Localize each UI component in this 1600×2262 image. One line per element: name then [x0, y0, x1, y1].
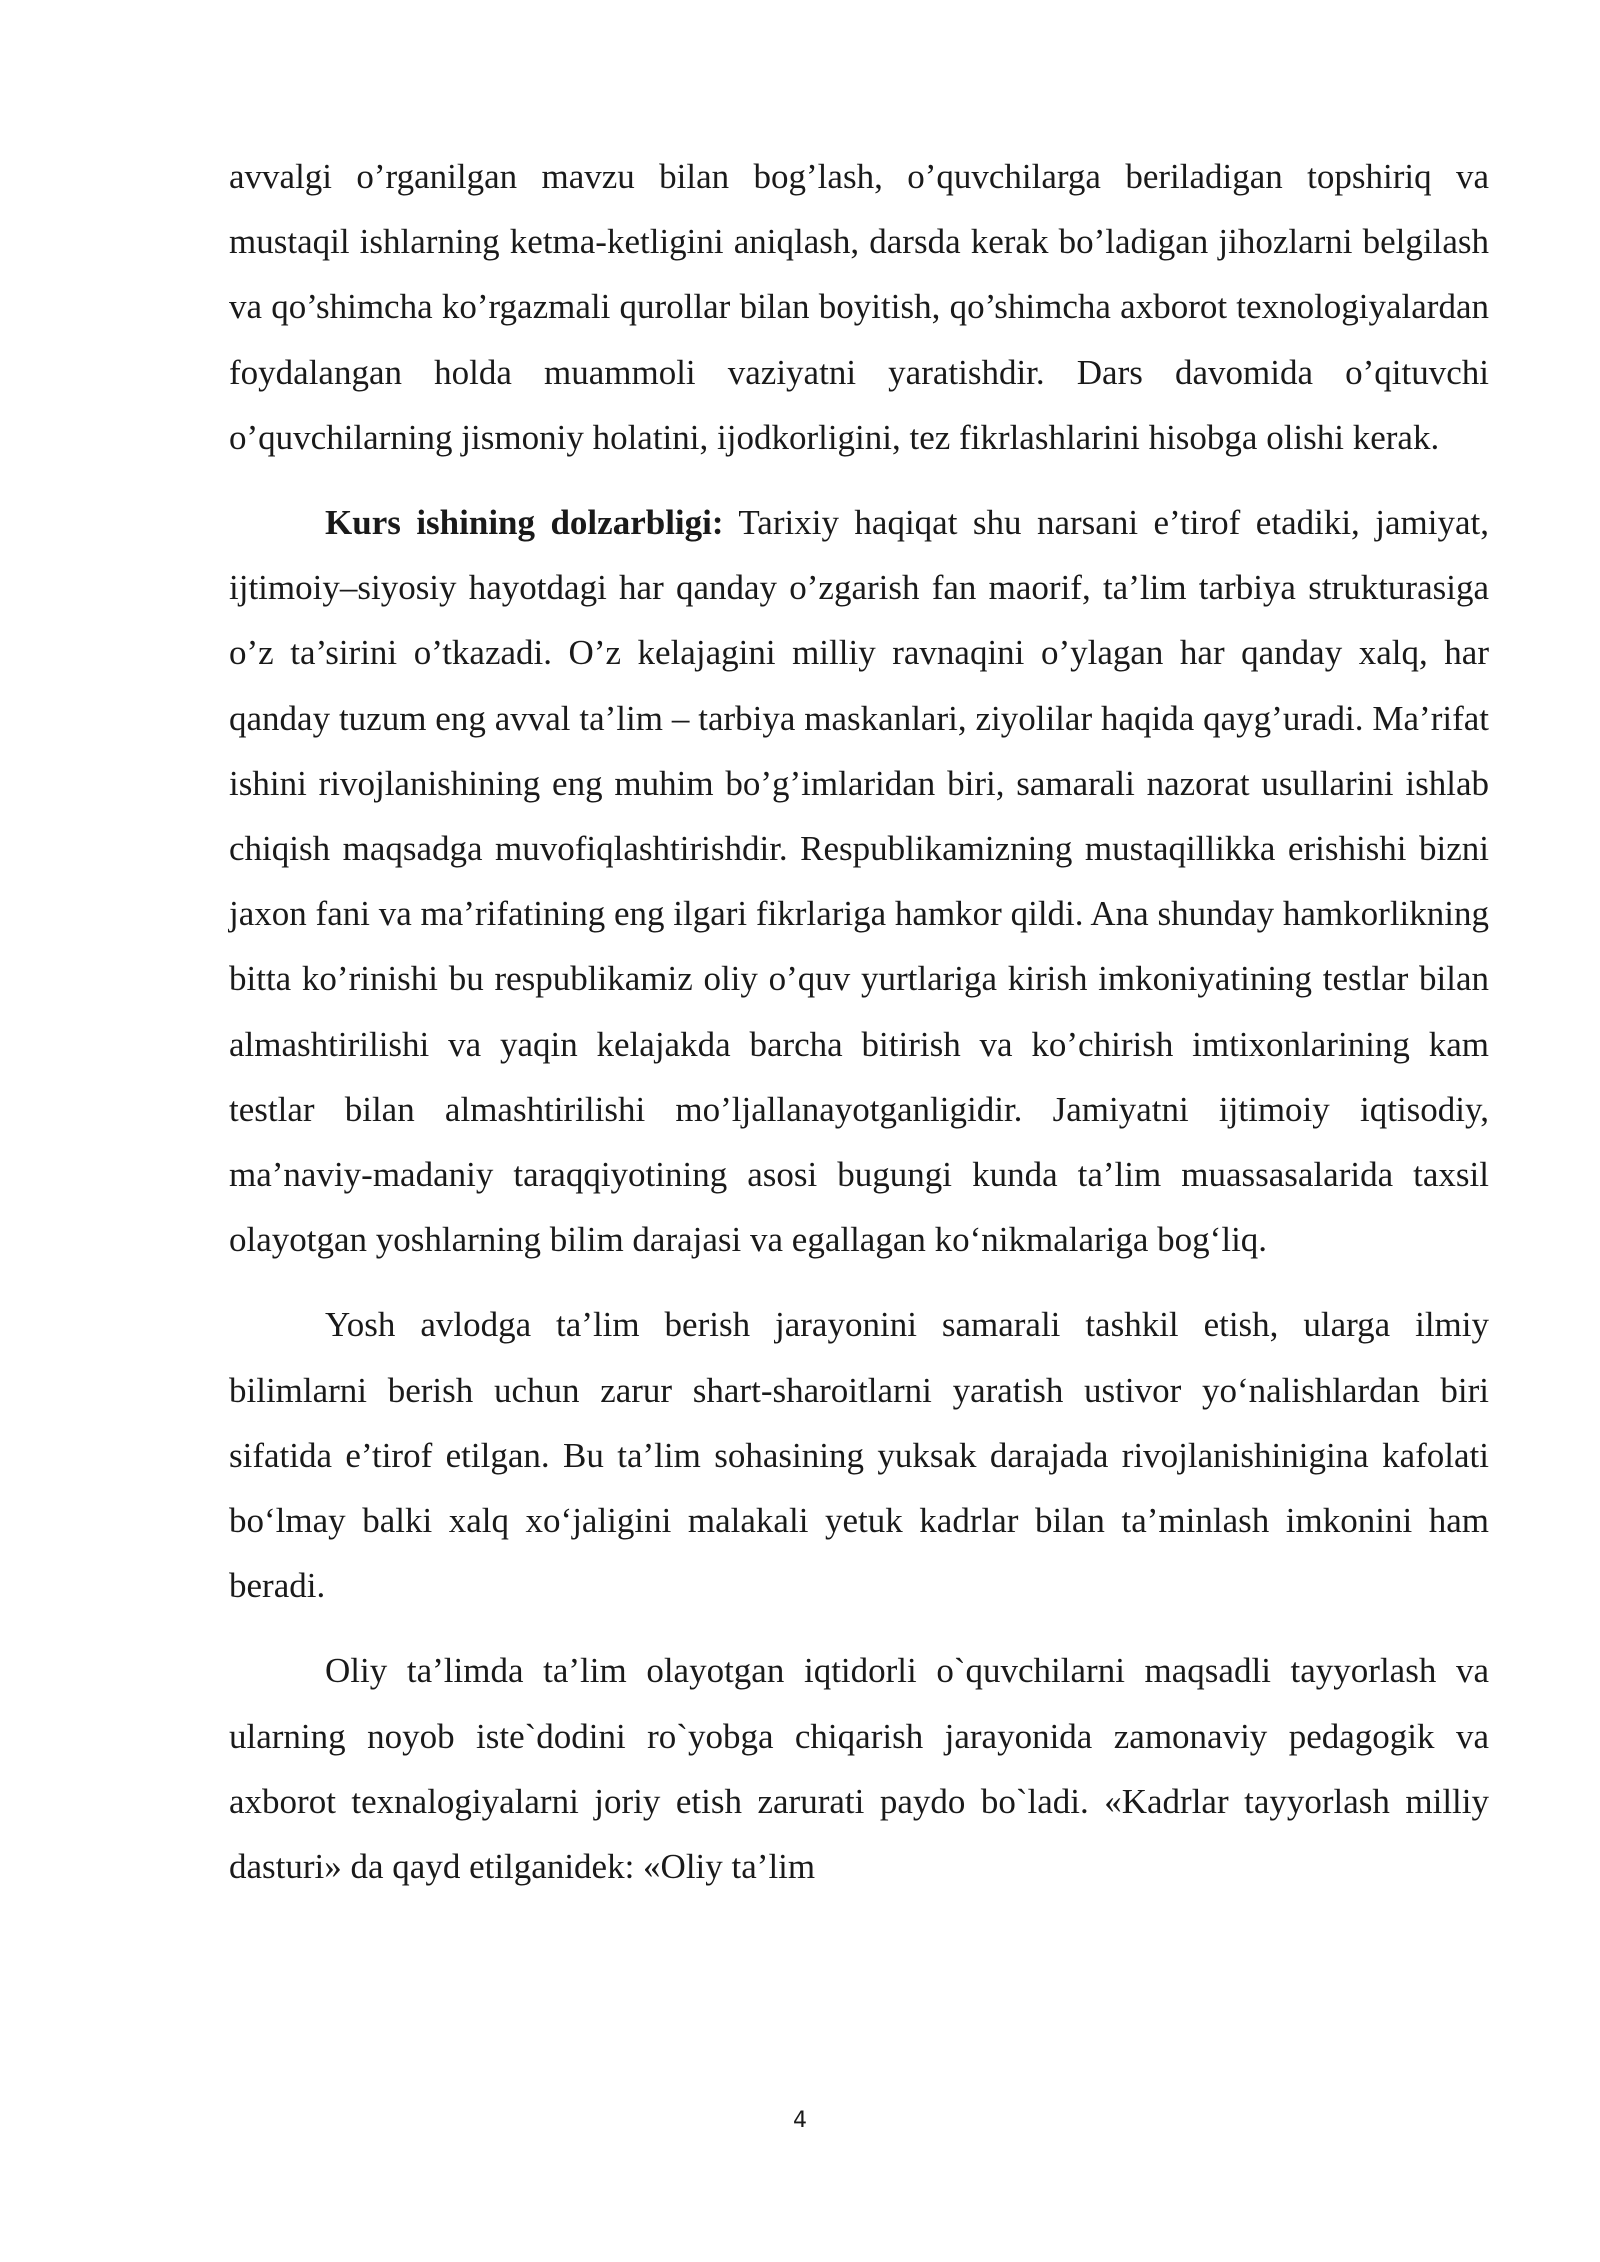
paragraph-higher-education [229, 1638, 1489, 1899]
paragraph-1-text: avvalgi o’rganilgan mavzu bilan bog’lash, o’quvchilarga beriladigan topshiriq va mustaqil ishlarning ketma-ketligini aniqlash, darsda kerak bo’ladigan jihozlarni belgilash va qo’shimcha ko’rgazmali qurollar bilan boyitish, qo’shimcha axborot texnologiyalardan foydalangan holda muammoli vaziyatni yaratishdir. Dars davomida o’qituvchi o’quvchilarning jismoniy holatini, ijodkorligini, tez fikrlashlarini hisobga olishi kerak. [229, 157, 1489, 457]
relevance-heading: Kurs ishining dolzarbligi: [325, 503, 724, 543]
paragraph-youth-education [229, 1292, 1489, 1618]
paragraph-2-text: Tarixiy haqiqat shu narsani e’tirof etadiki, jamiyat, ijtimoiy–siyosiy hayotdagi har qanday o’zgarish fan maorif, ta’lim tarbiya strukturasiga o’z ta’sirini o’tkazadi. O’z kelajagini milliy ravnaqini o’ylagan har qanday xalq, har qanday tuzum eng avval ta’lim – tarbiya maskanlari, ziyolilar haqida qayg’uradi. Ma’rifat ishini rivojlanishining eng muhim bo’g’imlaridan biri, samarali nazorat usullarini ishlab chiqish maqsadga muvofiqlashtirishdir. Respublikamizning mustaqillikka erishishi bizni jaxon fani va ma’rifatining eng ilgari fikrlariga hamkor qildi. Ana shunday hamkorlikning bitta ko’rinishi bu respublikamiz oliy o’quv yurtlariga kirish imkoniyatining testlar bilan almashtirilishi va yaqin kelajakda barcha bitirish va ko’chirish imtixonlarining kam testlar bilan almashtirilishi mo’ljallanayotganligidir. Jamiyatni ijtimoiy iqtisodiy, ma’naviy-madaniy taraqqiyotining asosi bugungi kunda ta’lim muassasalarida taxsil olayotgan yoshlarning bilim darajasi va egallagan ko‘nikmalariga bog‘liq. [229, 503, 1489, 1260]
paragraph-continuation [229, 144, 1489, 470]
paragraph-3-text: Yosh avlodga ta’lim berish jarayonini samarali tashkil etish, ularga ilmiy bilimlarni berish uchun zarur shart-sharoitlarni yaratish ustivor yo‘nalishlardan biri sifatida e’tirof etilgan. Bu ta’lim sohasining yuksak darajada rivojlanishinigina kafolati bo‘lmay balki xalq xo‘jaligini malakali yetuk kadrlar bilan ta’minlash imkonini ham beradi. [229, 1305, 1489, 1606]
page-number: 4 [793, 2108, 807, 2133]
body-text [229, 144, 1489, 1919]
paragraph-relevance [229, 490, 1489, 1272]
paragraph-4-text: Oliy ta’limda ta’lim olayotgan iqtidorli o`quvchilarni maqsadli tayyorlash va ularning noyob iste`dodini ro`yobga chiqarish jarayonida zamonaviy pedagogik va axborot texnalogiyalarni joriy etish zarurati paydo bo`ladi. «Kadrlar tayyorlash milliy dasturi» da qayd etilganidek: «Oliy ta’lim [229, 1651, 1489, 1887]
